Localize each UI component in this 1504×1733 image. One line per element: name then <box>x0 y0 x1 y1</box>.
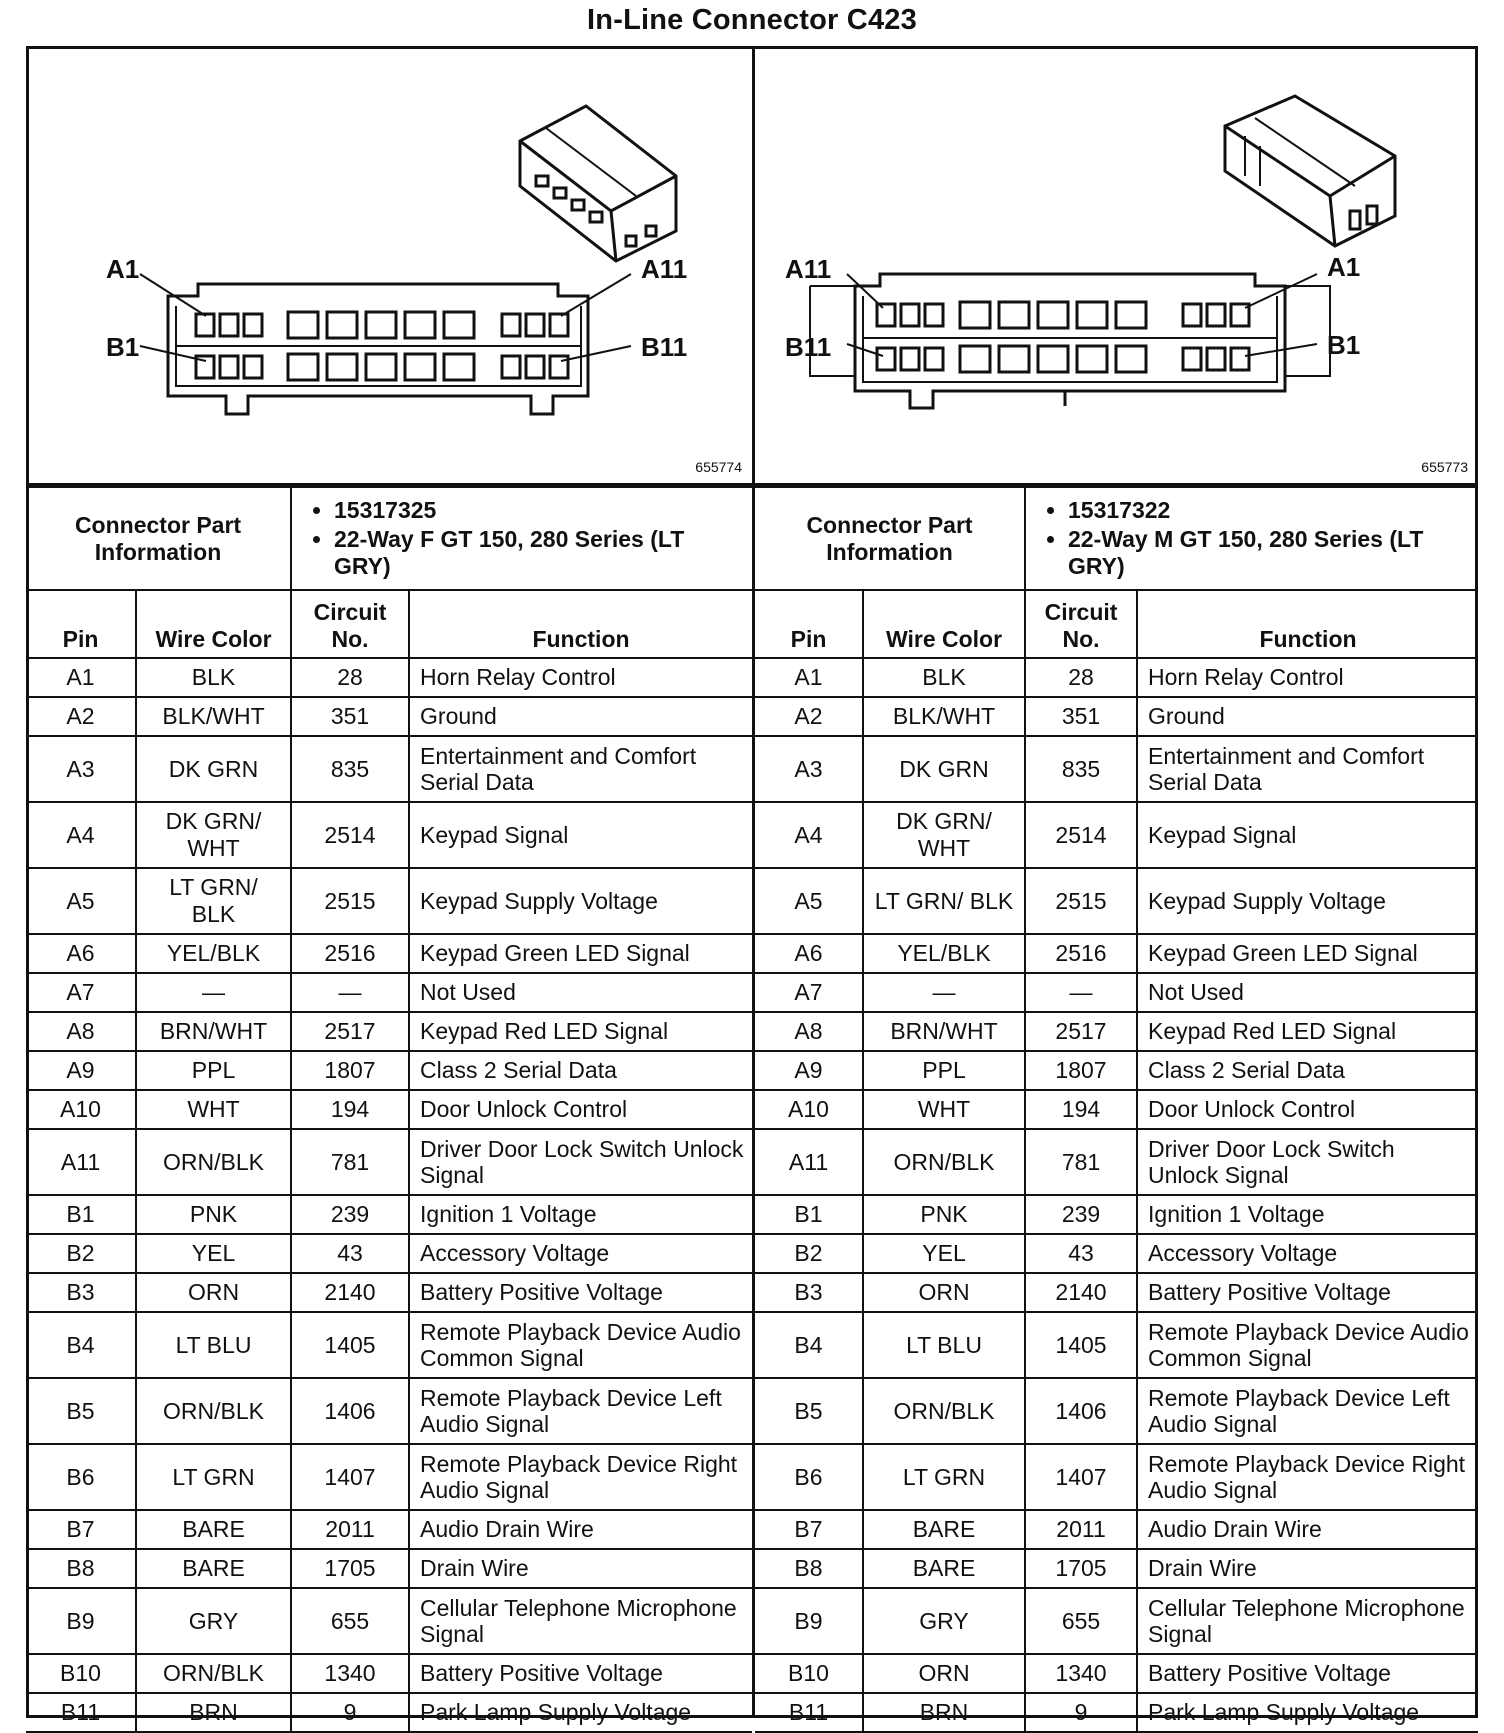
circuit-cell: 194 <box>1025 1090 1137 1129</box>
table-row <box>26 736 752 802</box>
table-row <box>26 1090 752 1129</box>
circuit-cell: 239 <box>291 1195 409 1234</box>
circuit-cell: 1807 <box>1025 1051 1137 1090</box>
function-cell: Keypad Signal <box>1137 802 1478 868</box>
header-function: Function <box>409 590 752 658</box>
pin-cell: B6 <box>755 1444 863 1510</box>
circuit-cell: 2516 <box>291 934 409 973</box>
wire-color-cell: BARE <box>863 1549 1025 1588</box>
circuit-cell: 655 <box>291 1588 409 1654</box>
function-cell: Ground <box>409 697 752 736</box>
circuit-cell: 2515 <box>291 868 409 934</box>
connector-info-list <box>1034 497 1470 580</box>
circuit-cell: 194 <box>291 1090 409 1129</box>
wire-color-cell: LT BLU <box>136 1312 291 1378</box>
pin-cell: A5 <box>755 868 863 934</box>
pin-cell: B9 <box>755 1588 863 1654</box>
figure-number: 655773 <box>1421 459 1468 475</box>
function-cell: Drain Wire <box>409 1549 752 1588</box>
table-row <box>755 658 1478 697</box>
circuit-cell: 1705 <box>1025 1549 1137 1588</box>
table-header-row <box>26 590 752 658</box>
wire-color-cell: BARE <box>863 1510 1025 1549</box>
circuit-cell: 1705 <box>291 1549 409 1588</box>
wire-color-cell: YEL <box>863 1234 1025 1273</box>
circuit-cell: 28 <box>291 658 409 697</box>
connector-face-drawing <box>26 46 749 483</box>
wire-color-cell: GRY <box>136 1588 291 1654</box>
header-function: Function <box>1137 590 1478 658</box>
pin-cell: B10 <box>26 1654 136 1693</box>
wire-color-cell: ORN <box>863 1273 1025 1312</box>
header-circuit: Circuit No. <box>291 590 409 658</box>
circuit-cell: 43 <box>1025 1234 1137 1273</box>
figure-number: 655774 <box>695 459 742 475</box>
function-cell: Class 2 Serial Data <box>409 1051 752 1090</box>
function-cell: Remote Playback Device Left Audio Signal <box>409 1378 752 1444</box>
table-row <box>26 1012 752 1051</box>
wire-color-cell: BRN/WHT <box>136 1012 291 1051</box>
table-row <box>755 802 1478 868</box>
connector-panel-male <box>752 46 1478 1726</box>
header-pin: Pin <box>26 590 136 658</box>
function-cell: Remote Playback Device Left Audio Signal <box>1137 1378 1478 1444</box>
circuit-cell: 655 <box>1025 1588 1137 1654</box>
function-cell: Class 2 Serial Data <box>1137 1051 1478 1090</box>
function-cell: Keypad Signal <box>409 802 752 868</box>
pin-cell: A5 <box>26 868 136 934</box>
pin-cell: A9 <box>26 1051 136 1090</box>
wire-color-cell: DK GRN/ WHT <box>136 802 291 868</box>
wire-color-cell: LT GRN <box>136 1444 291 1510</box>
pin-cell: A2 <box>755 697 863 736</box>
wire-color-cell: GRY <box>863 1588 1025 1654</box>
table-row <box>26 802 752 868</box>
wire-color-cell: DK GRN <box>863 736 1025 802</box>
wire-color-cell: ORN/BLK <box>136 1378 291 1444</box>
function-cell: Driver Door Lock Switch Unlock Signal <box>409 1129 752 1195</box>
function-cell: Accessory Voltage <box>1137 1234 1478 1273</box>
wire-color-cell: PNK <box>863 1195 1025 1234</box>
pin-cell: A2 <box>26 697 136 736</box>
pin-cell: A6 <box>755 934 863 973</box>
circuit-cell: 835 <box>1025 736 1137 802</box>
table-row <box>755 1195 1478 1234</box>
pinout-body <box>755 658 1478 1732</box>
function-cell: Battery Positive Voltage <box>1137 1654 1478 1693</box>
pin-cell: B5 <box>755 1378 863 1444</box>
circuit-cell: 2011 <box>291 1510 409 1549</box>
pin-cell: B4 <box>755 1312 863 1378</box>
cavity-row-b <box>196 354 568 380</box>
function-cell: Remote Playback Device Audio Common Signal <box>409 1312 752 1378</box>
part-number: • 15317322 <box>1068 497 1470 524</box>
pin-cell: B7 <box>26 1510 136 1549</box>
connector-face-outline <box>168 284 588 414</box>
header-circuit: Circuit No. <box>1025 590 1137 658</box>
function-cell: Cellular Telephone Microphone Signal <box>409 1588 752 1654</box>
table-row <box>755 1129 1478 1195</box>
connector-info-cell <box>291 487 752 590</box>
table-row <box>755 1693 1478 1732</box>
table-row <box>26 1444 752 1510</box>
part-description: • 22-Way F GT 150, 280 Series (LT GRY) <box>334 526 744 580</box>
table-row <box>26 1195 752 1234</box>
wire-color-cell: LT GRN/ BLK <box>863 868 1025 934</box>
wire-color-cell: ORN/BLK <box>136 1654 291 1693</box>
pin-cell: A11 <box>26 1129 136 1195</box>
function-cell: Accessory Voltage <box>409 1234 752 1273</box>
circuit-cell: 43 <box>291 1234 409 1273</box>
wire-color-cell: ORN/BLK <box>136 1129 291 1195</box>
function-cell: Drain Wire <box>1137 1549 1478 1588</box>
table-row <box>755 1510 1478 1549</box>
pin-cell: B6 <box>26 1444 136 1510</box>
pin-cell: B8 <box>26 1549 136 1588</box>
table-row <box>755 1588 1478 1654</box>
pin-cell: B3 <box>755 1273 863 1312</box>
table-row <box>755 1234 1478 1273</box>
pin-cell: A6 <box>26 934 136 973</box>
connector-figure-male <box>755 46 1478 486</box>
connector-info-row <box>26 487 752 590</box>
circuit-cell: 2515 <box>1025 868 1137 934</box>
pin-cell: B11 <box>755 1693 863 1732</box>
page-title: In-Line Connector C423 <box>587 4 917 36</box>
circuit-cell: 1405 <box>1025 1312 1137 1378</box>
wire-color-cell: BARE <box>136 1510 291 1549</box>
circuit-cell: 835 <box>291 736 409 802</box>
pinout-body <box>26 658 752 1732</box>
pin-label-top-left: A1 <box>106 254 140 284</box>
function-cell: Battery Positive Voltage <box>1137 1273 1478 1312</box>
header-wire-color: Wire Color <box>863 590 1025 658</box>
function-cell: Entertainment and Comfort Serial Data <box>1137 736 1478 802</box>
table-row <box>755 736 1478 802</box>
pin-cell: A7 <box>26 973 136 1012</box>
wire-color-cell: LT BLU <box>863 1312 1025 1378</box>
circuit-cell: 28 <box>1025 658 1137 697</box>
table-header-row <box>755 590 1478 658</box>
wire-color-cell: BARE <box>136 1549 291 1588</box>
pin-cell: A1 <box>26 658 136 697</box>
pin-cell: B9 <box>26 1588 136 1654</box>
connector-face-drawing <box>755 46 1478 483</box>
table-row <box>755 1444 1478 1510</box>
wire-color-cell: YEL/BLK <box>863 934 1025 973</box>
connector-panel-female <box>26 46 752 1726</box>
pin-cell: A3 <box>755 736 863 802</box>
pin-cell: B2 <box>755 1234 863 1273</box>
wire-color-cell: BLK <box>863 658 1025 697</box>
table-row <box>755 934 1478 973</box>
circuit-cell: 1340 <box>1025 1654 1137 1693</box>
pinout-table-male <box>755 486 1478 1733</box>
wire-color-cell: ORN <box>863 1654 1025 1693</box>
circuit-cell: 1406 <box>1025 1378 1137 1444</box>
table-row <box>755 1549 1478 1588</box>
wire-color-cell: DK GRN/ WHT <box>863 802 1025 868</box>
circuit-cell: 9 <box>1025 1693 1137 1732</box>
pin-cell: B10 <box>755 1654 863 1693</box>
header-pin: Pin <box>755 590 863 658</box>
function-cell: Remote Playback Device Right Audio Signal <box>409 1444 752 1510</box>
function-cell: Ignition 1 Voltage <box>1137 1195 1478 1234</box>
connector-info-cell <box>1025 487 1478 590</box>
function-cell: Ignition 1 Voltage <box>409 1195 752 1234</box>
wire-color-cell: ORN/BLK <box>863 1378 1025 1444</box>
table-row <box>755 1090 1478 1129</box>
table-row <box>26 1129 752 1195</box>
table-row <box>26 1051 752 1090</box>
connector-face-outline <box>810 274 1330 408</box>
pin-label-top-right: A1 <box>1327 252 1361 282</box>
pin-label-bottom-left: B11 <box>785 332 832 362</box>
pin-cell: B3 <box>26 1273 136 1312</box>
connector-info-list <box>300 497 744 580</box>
connector-info-label: Connector Part Information <box>755 487 1025 590</box>
circuit-cell: 2140 <box>1025 1273 1137 1312</box>
pin-cell: B7 <box>755 1510 863 1549</box>
function-cell: Keypad Green LED Signal <box>409 934 752 973</box>
pin-cell: B8 <box>755 1549 863 1588</box>
function-cell: Audio Drain Wire <box>1137 1510 1478 1549</box>
wire-color-cell: BLK/WHT <box>863 697 1025 736</box>
circuit-cell: 1406 <box>291 1378 409 1444</box>
function-cell: Remote Playback Device Right Audio Signal <box>1137 1444 1478 1510</box>
pin-cell: A4 <box>755 802 863 868</box>
header-wire-color: Wire Color <box>136 590 291 658</box>
connector-perspective-icon <box>1225 96 1395 246</box>
circuit-cell: 2514 <box>291 802 409 868</box>
pin-label-top-left: A11 <box>785 254 832 284</box>
circuit-cell: 2517 <box>1025 1012 1137 1051</box>
wire-color-cell: BRN <box>863 1693 1025 1732</box>
table-row <box>755 1378 1478 1444</box>
table-row <box>26 1312 752 1378</box>
wire-color-cell: PPL <box>136 1051 291 1090</box>
table-row <box>755 1273 1478 1312</box>
table-row <box>26 1234 752 1273</box>
function-cell: Cellular Telephone Microphone Signal <box>1137 1588 1478 1654</box>
table-row <box>26 1549 752 1588</box>
table-row <box>26 868 752 934</box>
pinout-table-female <box>26 486 752 1733</box>
circuit-cell: 239 <box>1025 1195 1137 1234</box>
circuit-cell: 2011 <box>1025 1510 1137 1549</box>
function-cell: Battery Positive Voltage <box>409 1654 752 1693</box>
wire-color-cell: BRN <box>136 1693 291 1732</box>
pin-cell: B4 <box>26 1312 136 1378</box>
function-cell: Keypad Red LED Signal <box>1137 1012 1478 1051</box>
function-cell: Entertainment and Comfort Serial Data <box>409 736 752 802</box>
table-row <box>755 1012 1478 1051</box>
connector-info-row <box>755 487 1478 590</box>
table-row <box>26 1273 752 1312</box>
wire-color-cell: WHT <box>136 1090 291 1129</box>
function-cell: Keypad Supply Voltage <box>409 868 752 934</box>
pin-cell: A4 <box>26 802 136 868</box>
wire-color-cell: BLK <box>136 658 291 697</box>
pin-label-bottom-left: B1 <box>106 332 140 362</box>
wire-color-cell: PNK <box>136 1195 291 1234</box>
circuit-cell: 1807 <box>291 1051 409 1090</box>
pin-label-bottom-right: B1 <box>1327 330 1361 360</box>
wire-color-cell: — <box>136 973 291 1012</box>
function-cell: Audio Drain Wire <box>409 1510 752 1549</box>
table-row <box>26 1588 752 1654</box>
circuit-cell: 2517 <box>291 1012 409 1051</box>
pin-cell: B2 <box>26 1234 136 1273</box>
wire-color-cell: WHT <box>863 1090 1025 1129</box>
circuit-cell: 2514 <box>1025 802 1137 868</box>
pin-cell: A3 <box>26 736 136 802</box>
function-cell: Not Used <box>1137 973 1478 1012</box>
wire-color-cell: LT GRN/ BLK <box>136 868 291 934</box>
pin-cell: A8 <box>755 1012 863 1051</box>
function-cell: Horn Relay Control <box>1137 658 1478 697</box>
wire-color-cell: ORN <box>136 1273 291 1312</box>
circuit-cell: — <box>291 973 409 1012</box>
pin-cell: A10 <box>755 1090 863 1129</box>
circuit-cell: — <box>1025 973 1137 1012</box>
wire-color-cell: PPL <box>863 1051 1025 1090</box>
circuit-cell: 1405 <box>291 1312 409 1378</box>
pin-cell: B11 <box>26 1693 136 1732</box>
table-row <box>755 973 1478 1012</box>
cavity-row-a <box>196 312 568 338</box>
table-row <box>755 697 1478 736</box>
function-cell: Horn Relay Control <box>409 658 752 697</box>
function-cell: Door Unlock Control <box>409 1090 752 1129</box>
pin-cell: A11 <box>755 1129 863 1195</box>
pin-cell: A8 <box>26 1012 136 1051</box>
wire-color-cell: — <box>863 973 1025 1012</box>
table-row <box>26 1693 752 1732</box>
function-cell: Park Lamp Supply Voltage <box>409 1693 752 1732</box>
circuit-cell: 781 <box>291 1129 409 1195</box>
cavity-row-b <box>877 346 1249 372</box>
table-row <box>26 934 752 973</box>
pin-cell: A9 <box>755 1051 863 1090</box>
wire-color-cell: LT GRN <box>863 1444 1025 1510</box>
circuit-cell: 351 <box>291 697 409 736</box>
function-cell: Not Used <box>409 973 752 1012</box>
cavity-row-a <box>877 302 1249 328</box>
table-row <box>755 1654 1478 1693</box>
table-row <box>26 973 752 1012</box>
wire-color-cell: YEL <box>136 1234 291 1273</box>
circuit-cell: 351 <box>1025 697 1137 736</box>
table-row <box>26 1378 752 1444</box>
pin-label-bottom-right: B11 <box>641 332 688 362</box>
function-cell: Keypad Red LED Signal <box>409 1012 752 1051</box>
circuit-cell: 2516 <box>1025 934 1137 973</box>
table-row <box>26 1654 752 1693</box>
table-row <box>26 697 752 736</box>
pin-cell: A1 <box>755 658 863 697</box>
part-number: • 15317325 <box>334 497 744 524</box>
table-row <box>755 1051 1478 1090</box>
table-row <box>755 1312 1478 1378</box>
table-row <box>755 868 1478 934</box>
wire-color-cell: DK GRN <box>136 736 291 802</box>
pin-cell: A10 <box>26 1090 136 1129</box>
wire-color-cell: YEL/BLK <box>136 934 291 973</box>
function-cell: Keypad Green LED Signal <box>1137 934 1478 973</box>
function-cell: Park Lamp Supply Voltage <box>1137 1693 1478 1732</box>
circuit-cell: 2140 <box>291 1273 409 1312</box>
function-cell: Door Unlock Control <box>1137 1090 1478 1129</box>
wire-color-cell: BRN/WHT <box>863 1012 1025 1051</box>
function-cell: Remote Playback Device Audio Common Signal <box>1137 1312 1478 1378</box>
pin-cell: B5 <box>26 1378 136 1444</box>
pin-cell: A7 <box>755 973 863 1012</box>
function-cell: Battery Positive Voltage <box>409 1273 752 1312</box>
circuit-cell: 1407 <box>1025 1444 1137 1510</box>
connector-figure-female <box>26 46 752 486</box>
table-row <box>26 658 752 697</box>
table-row <box>26 1510 752 1549</box>
circuit-cell: 781 <box>1025 1129 1137 1195</box>
pin-cell: B1 <box>26 1195 136 1234</box>
wire-color-cell: BLK/WHT <box>136 697 291 736</box>
connector-info-label: Connector Part Information <box>26 487 291 590</box>
connector-perspective-icon <box>520 106 676 261</box>
pin-label-top-right: A11 <box>641 254 688 284</box>
circuit-cell: 9 <box>291 1693 409 1732</box>
circuit-cell: 1407 <box>291 1444 409 1510</box>
pin-cell: B1 <box>755 1195 863 1234</box>
function-cell: Ground <box>1137 697 1478 736</box>
circuit-cell: 1340 <box>291 1654 409 1693</box>
function-cell: Driver Door Lock Switch Unlock Signal <box>1137 1129 1478 1195</box>
function-cell: Keypad Supply Voltage <box>1137 868 1478 934</box>
wire-color-cell: ORN/BLK <box>863 1129 1025 1195</box>
part-description: • 22-Way M GT 150, 280 Series (LT GRY) <box>1068 526 1470 580</box>
